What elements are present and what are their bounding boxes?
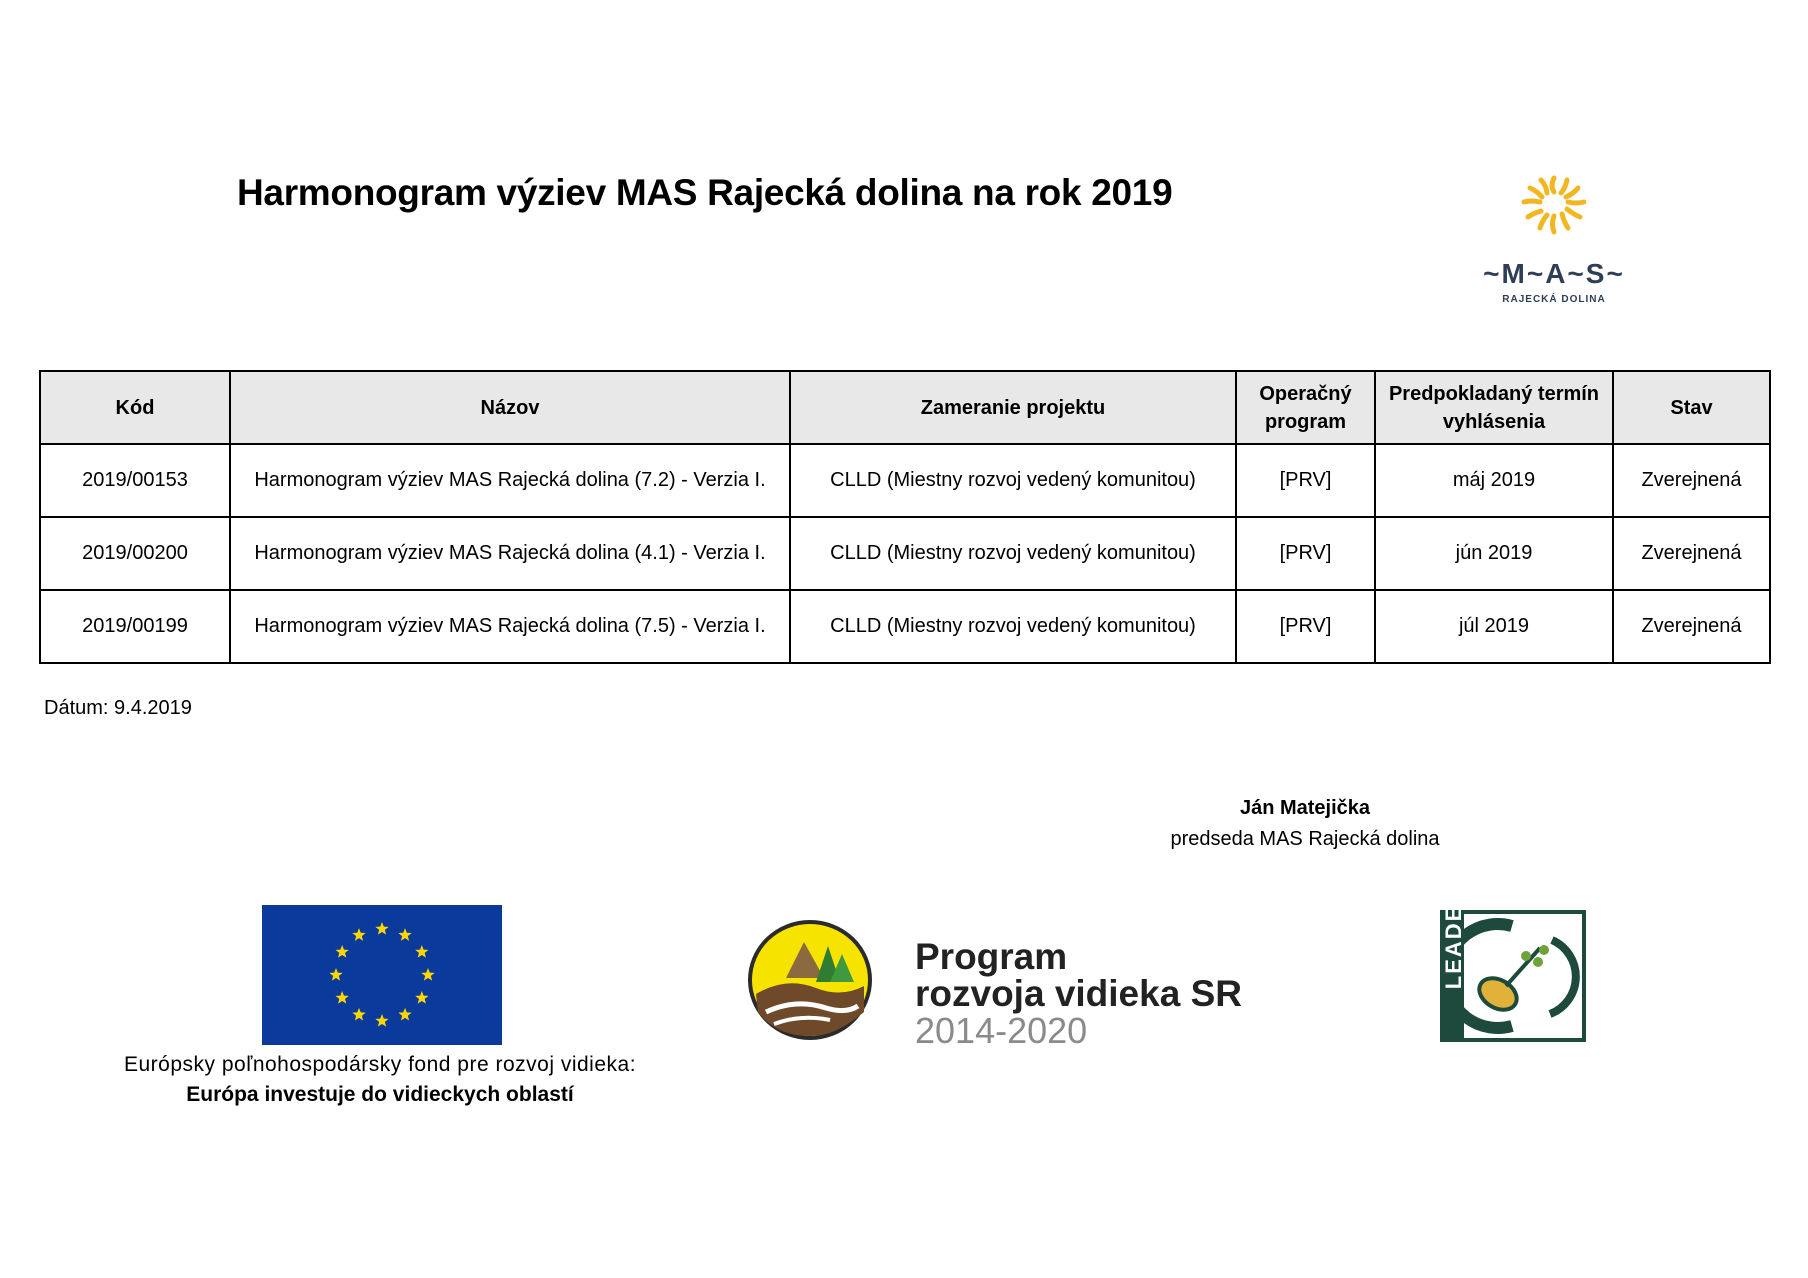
eu-caption-slogan: Európa investuje do vidieckych oblastí (186, 1083, 574, 1106)
signature-role: predseda MAS Rajecká dolina (1170, 828, 1440, 850)
header-kod: Kód (40, 371, 230, 444)
cell-stav: Zverejnená (1613, 517, 1770, 590)
cell-kod: 2019/00199 (40, 590, 230, 663)
harmonogram-table (39, 370, 1771, 664)
header-operacny-program: Operačný program (1236, 371, 1375, 444)
table-header-row (40, 371, 1770, 444)
cell-kod: 2019/00153 (40, 444, 230, 517)
cell-nazov: Harmonogram výziev MAS Rajecká dolina (4.1) - Verzia I. (230, 517, 790, 590)
cell-stav: Zverejnená (1613, 444, 1770, 517)
prv-title-line1: Program (915, 936, 1068, 977)
cell-program: [PRV] (1236, 517, 1375, 590)
mas-logo-word: ~M~A~S~ (1483, 258, 1625, 289)
cell-termin: júl 2019 (1375, 590, 1613, 663)
cell-termin: máj 2019 (1375, 444, 1613, 517)
cell-nazov: Harmonogram výziev MAS Rajecká dolina (7.2) - Verzia I. (230, 444, 790, 517)
cell-zameranie: CLLD (Miestny rozvoj vedený komunitou) (790, 444, 1236, 517)
eu-flag-icon (262, 905, 502, 1045)
prv-years: 2014-2020 (915, 1010, 1088, 1051)
header-stav: Stav (1613, 371, 1770, 444)
table-row (40, 444, 1770, 517)
page-title: Harmonogram výziev MAS Rajecká dolina na rok 2019 (237, 172, 1173, 213)
table-row (40, 590, 1770, 663)
table-row (40, 517, 1770, 590)
cell-zameranie: CLLD (Miestny rozvoj vedený komunitou) (790, 590, 1236, 663)
signature-name: Ján Matejička (1239, 797, 1371, 819)
mas-sun-icon (1464, 168, 1644, 258)
cell-nazov: Harmonogram výziev MAS Rajecká dolina (7.5) - Verzia I. (230, 590, 790, 663)
document-date: Dátum: 9.4.2019 (44, 697, 192, 719)
cell-kod: 2019/00200 (40, 517, 230, 590)
cell-program: [PRV] (1236, 444, 1375, 517)
prv-emblem-icon (746, 916, 874, 1044)
cell-termin: jún 2019 (1375, 517, 1613, 590)
cell-stav: Zverejnená (1613, 590, 1770, 663)
mas-logo-subtitle: RAJECKÁ DOLINA (1502, 294, 1606, 305)
leader-logo-text: LEADER (1441, 886, 1466, 990)
header-nazov: Názov (230, 371, 790, 444)
cell-zameranie: CLLD (Miestny rozvoj vedený komunitou) (790, 517, 1236, 590)
header-zameranie: Zameranie projektu (790, 371, 1236, 444)
header-termin: Predpokladaný termín vyhlásenia (1375, 371, 1613, 444)
cell-program: [PRV] (1236, 590, 1375, 663)
mas-logo (1464, 168, 1644, 308)
eu-caption-fund: Európsky poľnohospodársky fond pre rozvoj vidieka: (123, 1053, 637, 1076)
prv-title-line2: rozvoja vidieka SR (915, 973, 1242, 1014)
